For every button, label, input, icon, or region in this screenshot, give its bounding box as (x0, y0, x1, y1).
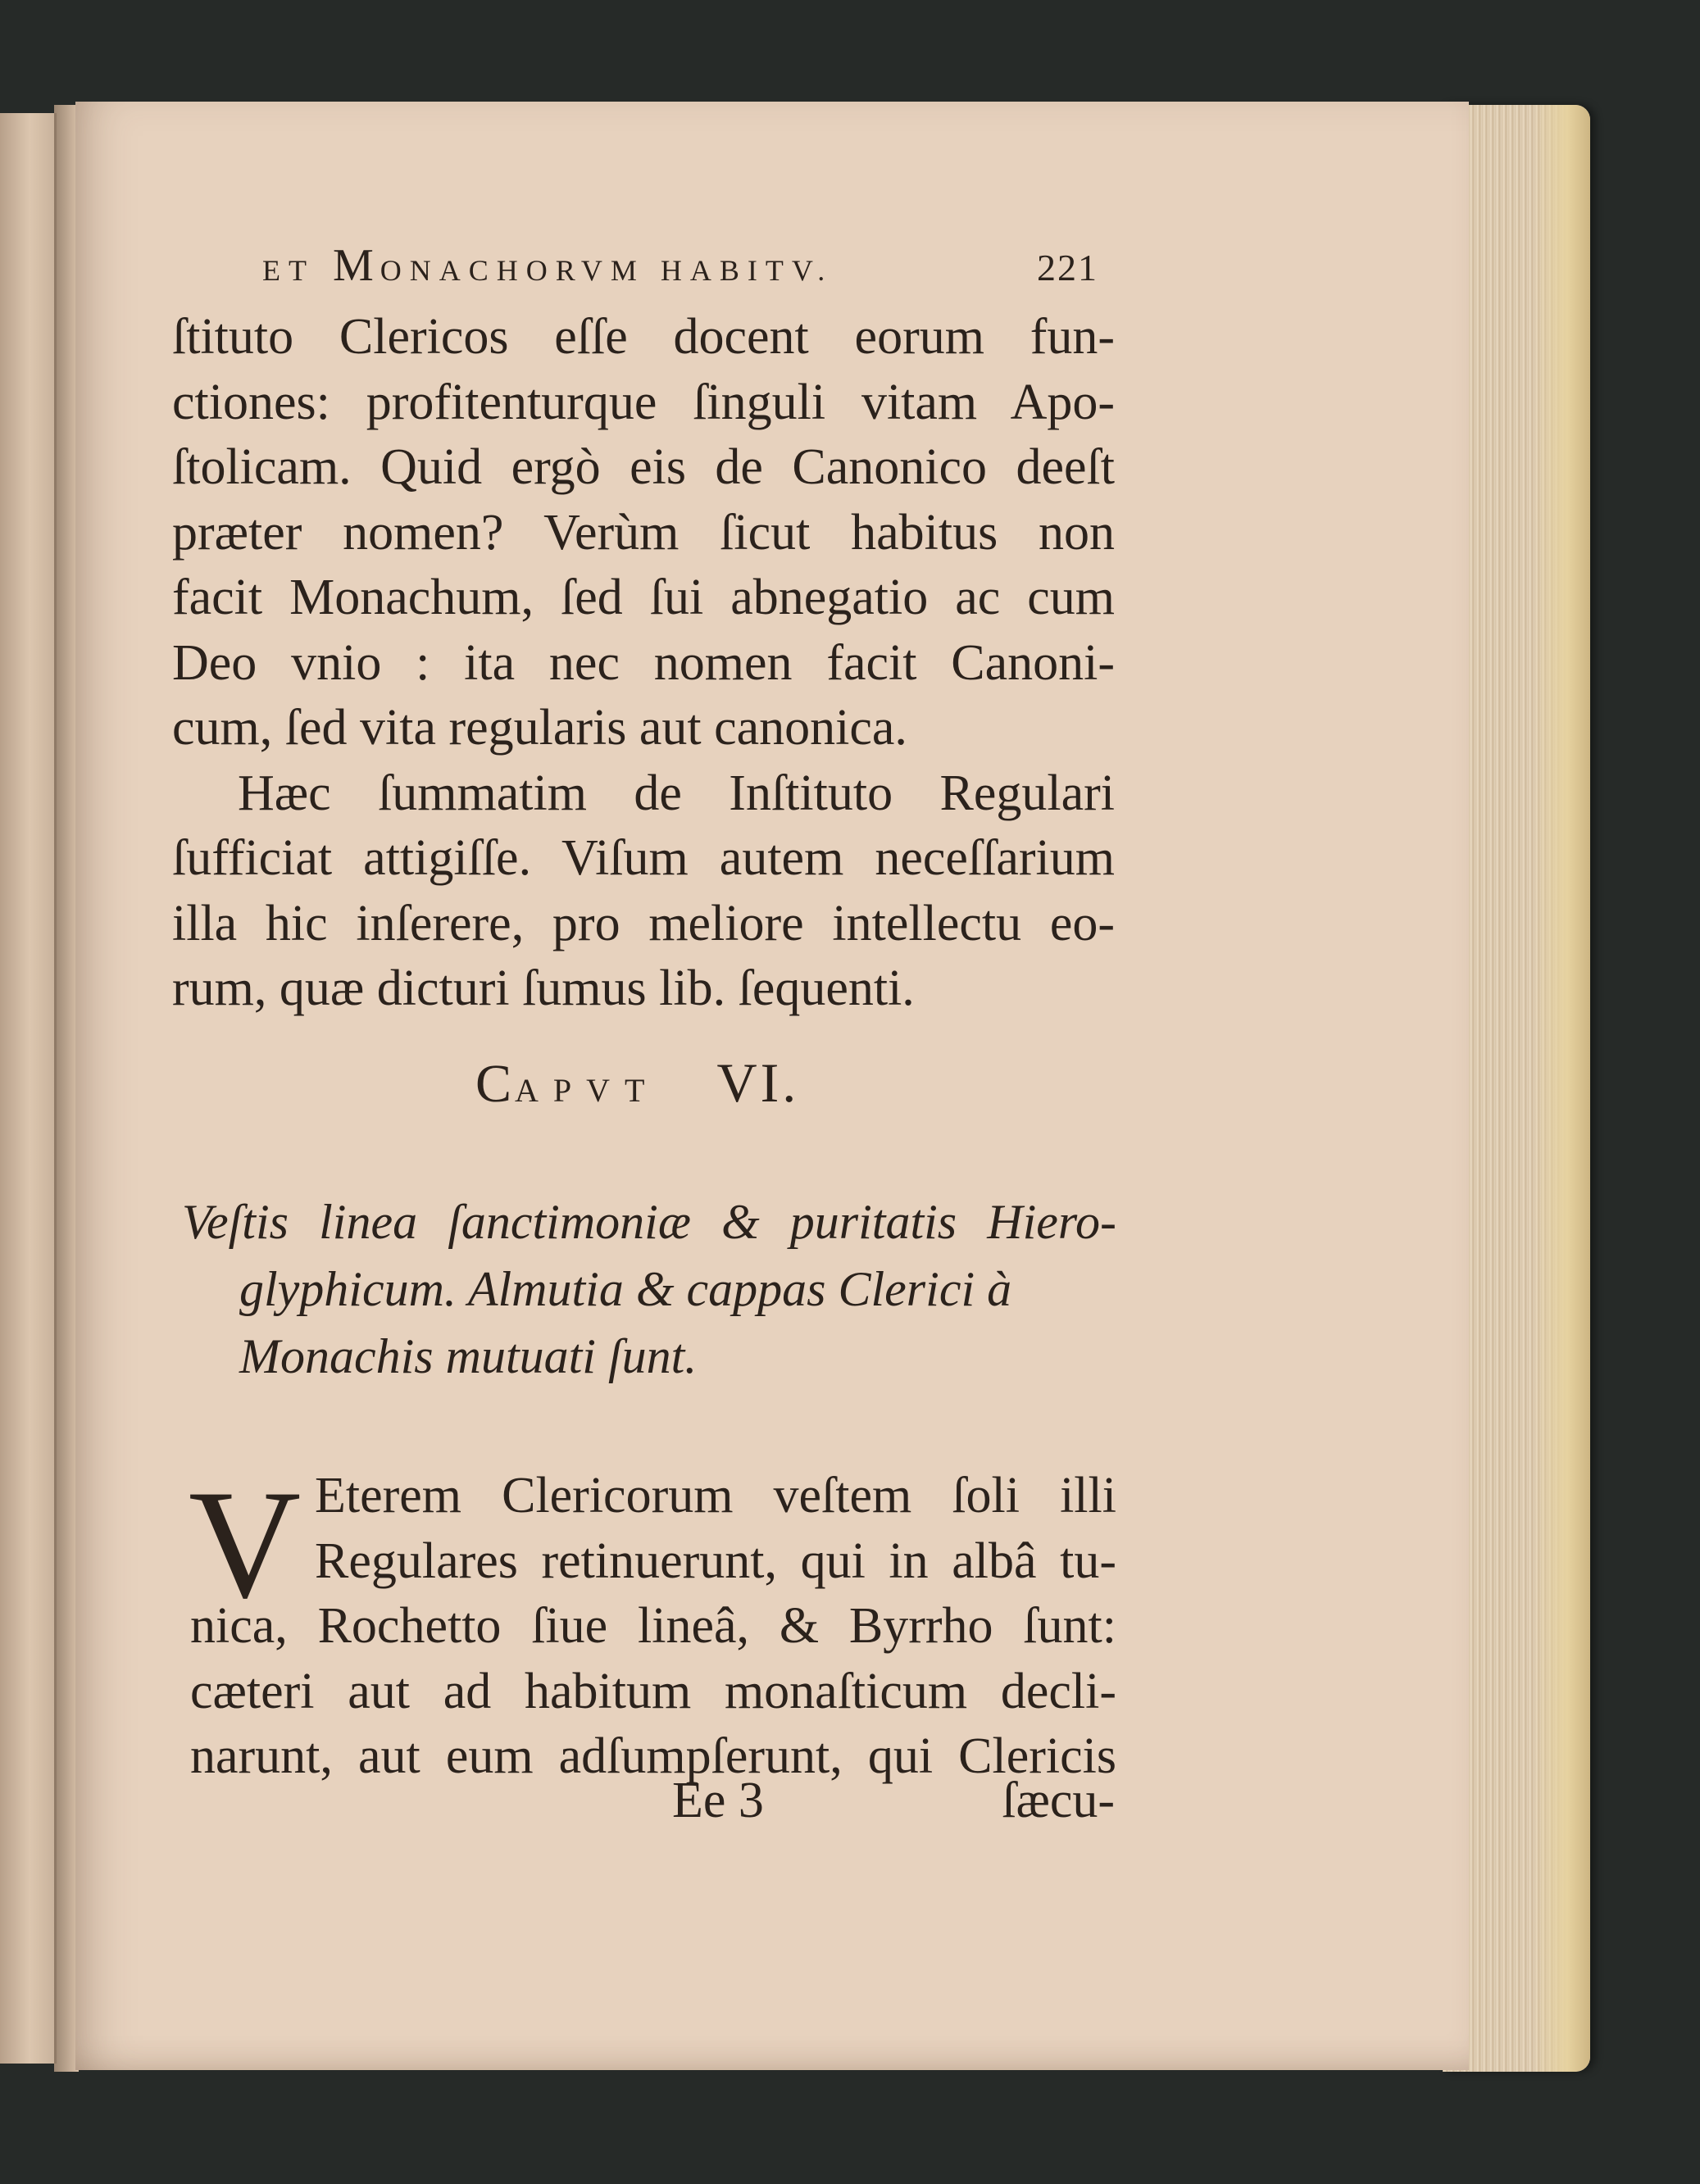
text-line: Hæc ſummatim de Inſtituto Regulari (238, 765, 1115, 821)
summary-line: Monachis mutuati ſunt. (239, 1329, 698, 1383)
text-line: ſtolicam. Quid ergò eis de Canonico deeſt (172, 439, 1115, 495)
chapter-number: VI. (716, 1051, 800, 1114)
running-title-part: M (314, 240, 380, 291)
running-title-part: ONACHORVM HABITV. (380, 254, 834, 287)
text-line: Deo vnio : ita nec nomen facit Canoni- (172, 634, 1115, 691)
facing-page-edge (0, 113, 57, 2064)
text-line: facit Monachum, ſed ſui abnegatio ac cum (172, 570, 1115, 625)
text-line: Eterem Clericorum veſtem ſoli illi (315, 1468, 1116, 1523)
text-line: cum, ſed vita regularis aut canonica. (172, 700, 907, 756)
text-line: præter nomen? Verùm ſicut habitus non (172, 504, 1115, 561)
text-line: ſufficiat attigiſſe. Viſum autem neceſſarium (172, 830, 1115, 886)
running-head (262, 239, 1098, 292)
text-line: nica, Rochetto ſiue lineâ, & Byrrho ſunt: (190, 1598, 1116, 1654)
running-title-part: ET (262, 254, 315, 287)
catchword: ſæcu- (1002, 1773, 1115, 1828)
text-line: cæteri aut ad habitum monaſticum decli- (190, 1663, 1116, 1719)
text-block-top (172, 305, 1115, 1022)
text-line: narunt, aut eum adſumpſerunt, qui Clericis (190, 1728, 1116, 1784)
summary-line: glyphicum. Almutia & cappas Clerici à (239, 1262, 1012, 1316)
text-line: rum, quæ dicturi ſumus lib. ſequenti. (172, 960, 915, 1016)
signature-mark: Ee 3 (672, 1773, 764, 1828)
summary-line: Veſtis linea ſanctimoniæ & puritatis Hiero- (182, 1195, 1116, 1249)
chapter-cap-first: C (475, 1054, 516, 1114)
chapter-heading (475, 1051, 799, 1115)
text-line: ſtituto Clericos eſſe docent eorum fun- (172, 309, 1115, 365)
chapter-cap-rest: APVT (515, 1072, 660, 1109)
drop-cap-initial: V (189, 1459, 302, 1631)
running-title (262, 239, 833, 292)
chapter-summary (182, 1188, 1116, 1390)
page-number: 221 (1037, 247, 1098, 288)
text-block-main (189, 1459, 1116, 1790)
text-line: Regulares retinuerunt, qui in albâ tu- (315, 1532, 1116, 1589)
text-line: illa hic inſerere, pro meliore intellectu eo- (172, 895, 1115, 951)
catch-line (672, 1772, 1115, 1830)
text-line: ctiones: profitenturque ſinguli vitam Apo- (172, 374, 1115, 430)
